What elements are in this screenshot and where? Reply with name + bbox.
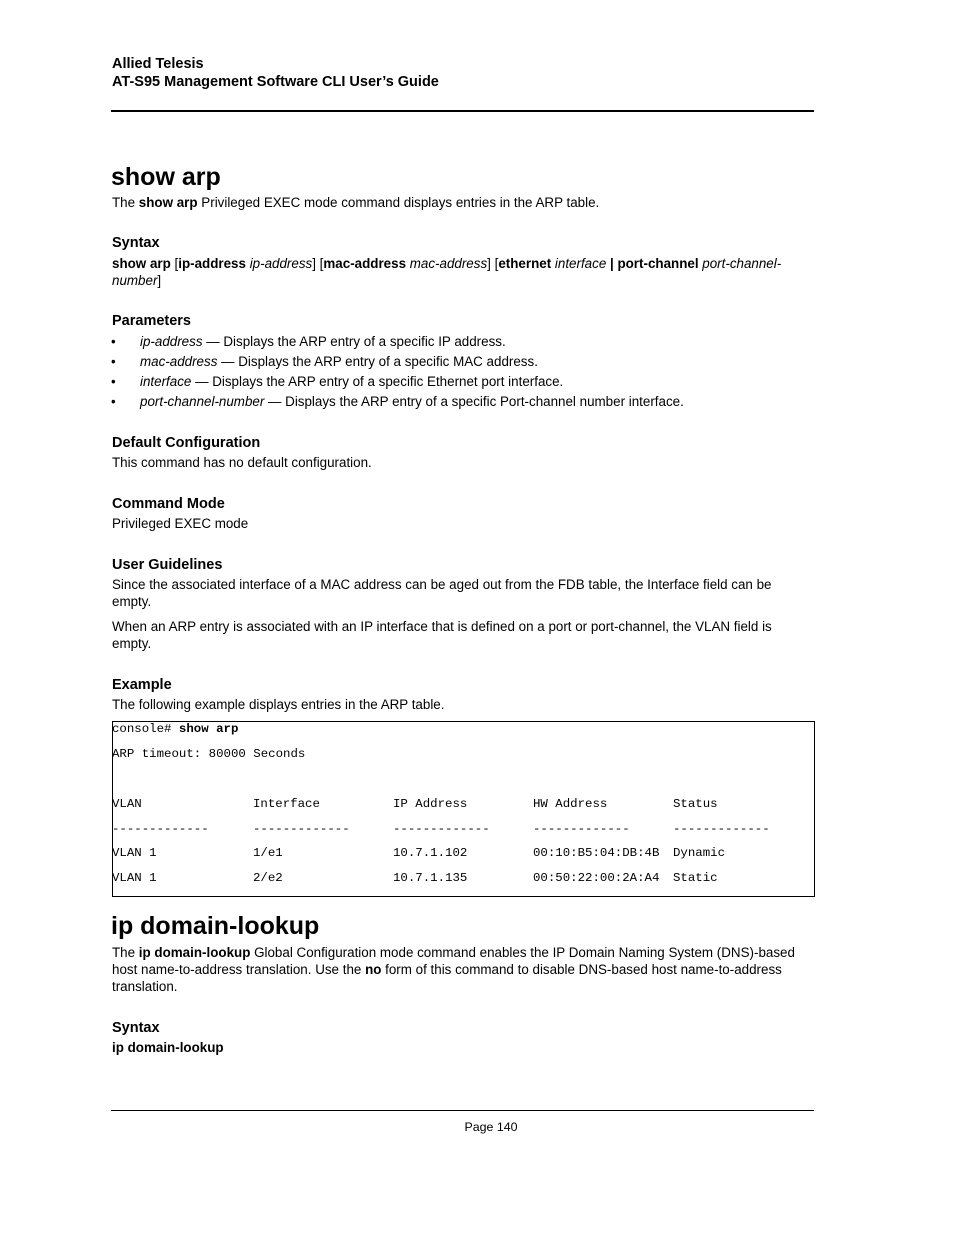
code-column-header: VLAN bbox=[112, 797, 142, 811]
parameter-item-ip-address: ip-address — Displays the ARP entry of a specific IP address. bbox=[140, 334, 506, 349]
default-config-heading: Default Configuration bbox=[112, 435, 261, 451]
parameter-item-port-channel-number: port-channel-number — Displays the ARP entry of a specific Port-channel number interface. bbox=[140, 394, 684, 409]
header-guide-title: AT-S95 Management Software CLI User’s Guide bbox=[112, 74, 439, 90]
code-row-cell: 10.7.1.135 bbox=[393, 871, 468, 885]
footer-rule bbox=[111, 1110, 814, 1111]
code-row-cell: VLAN 1 bbox=[112, 846, 157, 860]
section-title-ip-domain-lookup: ip domain-lookup bbox=[111, 912, 320, 940]
parameters-heading: Parameters bbox=[112, 313, 191, 329]
bullet-marker: • bbox=[111, 394, 116, 409]
parameter-item-mac-address: mac-address — Displays the ARP entry of a specific MAC address. bbox=[140, 354, 538, 369]
code-column-header: IP Address bbox=[393, 797, 468, 811]
code-row-cell: Dynamic bbox=[673, 846, 726, 860]
header-company: Allied Telesis bbox=[112, 56, 204, 72]
bullet-marker: • bbox=[111, 374, 116, 389]
code-column-header: Interface bbox=[253, 797, 320, 811]
code-command-line: console# show arp bbox=[112, 722, 239, 736]
bullet-marker: • bbox=[111, 354, 116, 369]
code-row-cell: 2/e2 bbox=[253, 871, 283, 885]
user-guidelines-heading: User Guidelines bbox=[112, 557, 223, 573]
code-separator: ------------- bbox=[253, 822, 350, 836]
code-separator: ------------- bbox=[673, 822, 770, 836]
code-timeout-line: ARP timeout: 80000 Seconds bbox=[112, 747, 306, 761]
code-separator: ------------- bbox=[112, 822, 209, 836]
code-row-cell: 00:50:22:00:2A:A4 bbox=[533, 871, 660, 885]
code-separator: ------------- bbox=[393, 822, 490, 836]
code-row-cell: 10.7.1.102 bbox=[393, 846, 468, 860]
user-guidelines-paragraph: When an ARP entry is associated with an IP interface that is defined on a port or port-channel, the VLAN field is empty. bbox=[112, 619, 772, 651]
code-row-cell: 1/e1 bbox=[253, 846, 283, 860]
code-column-header: HW Address bbox=[533, 797, 608, 811]
user-guidelines-paragraph: Since the associated interface of a MAC address can be aged out from the FDB table, the Interface field can be empty. bbox=[112, 577, 772, 609]
show-arp-syntax: show arp [ip-address ip-address] [mac-address mac-address] [ethernet interface | port-channel port-channel- number] bbox=[112, 256, 782, 288]
section-title-show-arp: show arp bbox=[111, 163, 221, 191]
command-mode-heading: Command Mode bbox=[112, 496, 225, 512]
example-heading: Example bbox=[112, 677, 172, 693]
example-intro: The following example displays entries in the ARP table. bbox=[112, 697, 445, 712]
code-row-cell: 00:10:B5:04:DB:4B bbox=[533, 846, 660, 860]
parameter-item-interface: interface — Displays the ARP entry of a specific Ethernet port interface. bbox=[140, 374, 564, 389]
default-config-text: This command has no default configuration. bbox=[112, 455, 372, 470]
code-row-cell: Static bbox=[673, 871, 718, 885]
command-mode-text: Privileged EXEC mode bbox=[112, 516, 249, 531]
ip-domain-lookup-intro: The ip domain-lookup Global Configuration mode command enables the IP Domain Naming System (DNS)-based host name-to-address translation. Use the no form of this command to disable DNS-based host name-to-address translation. bbox=[112, 945, 795, 994]
syntax-heading: Syntax bbox=[112, 1020, 160, 1036]
ip-domain-lookup-syntax: ip domain-lookup bbox=[112, 1040, 224, 1055]
syntax-heading: Syntax bbox=[112, 235, 160, 251]
code-row-cell: VLAN 1 bbox=[112, 871, 157, 885]
header-rule bbox=[111, 110, 814, 112]
show-arp-intro: The show arp Privileged EXEC mode command displays entries in the ARP table. bbox=[112, 195, 600, 210]
bullet-marker: • bbox=[111, 334, 116, 349]
page-number: Page 140 bbox=[464, 1120, 518, 1134]
code-separator: ------------- bbox=[533, 822, 630, 836]
code-column-header: Status bbox=[673, 797, 718, 811]
